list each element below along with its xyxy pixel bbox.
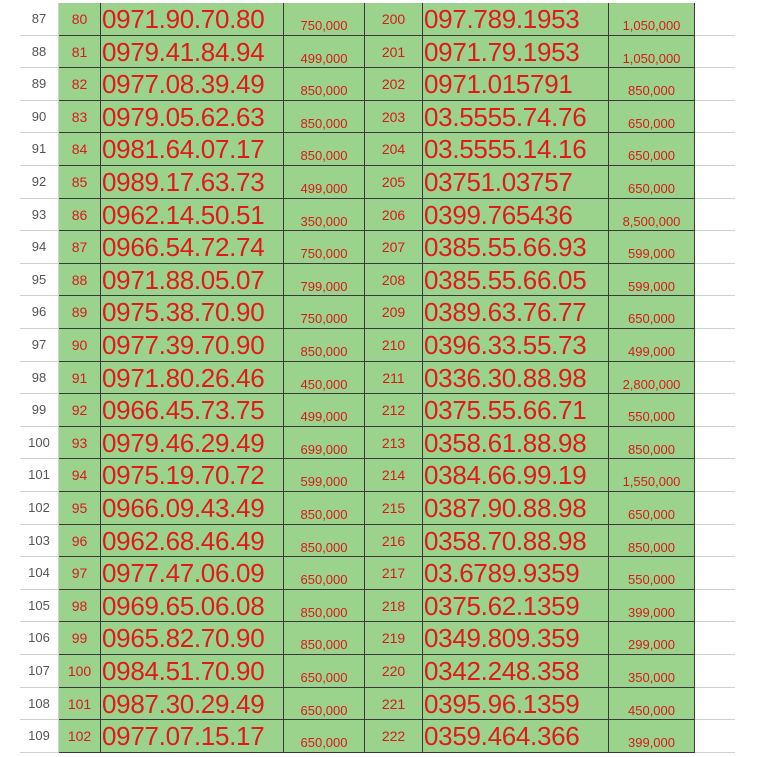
phone-number-cell-right[interactable]: 03.5555.14.16 (423, 133, 609, 166)
table-row (0, 36, 757, 69)
empty-cell[interactable] (695, 101, 735, 134)
index-cell-left[interactable]: 97 (59, 557, 101, 590)
table-row (0, 362, 757, 395)
empty-cell[interactable] (695, 166, 735, 199)
row-header[interactable]: 103 (20, 525, 59, 558)
index-cell-left[interactable]: 85 (59, 166, 101, 199)
phone-number-cell-right[interactable]: 0971.015791 (423, 68, 609, 101)
index-cell-left[interactable]: 80 (59, 3, 101, 36)
index-cell-right[interactable]: 207 (365, 231, 423, 264)
table-row (0, 199, 757, 232)
row-header[interactable]: 104 (20, 557, 59, 590)
row-header[interactable]: 94 (20, 231, 59, 264)
price-cell-left[interactable]: 650,000 (284, 557, 365, 590)
index-cell-right[interactable]: 205 (365, 166, 423, 199)
row-header[interactable]: 102 (20, 492, 59, 525)
price-cell-right[interactable]: 850,000 (609, 68, 695, 101)
row-header[interactable]: 97 (20, 329, 59, 362)
price-cell-right[interactable]: 350,000 (609, 655, 695, 688)
empty-cell[interactable] (695, 264, 735, 297)
phone-number-cell-right[interactable]: 0395.96.1359 (423, 688, 609, 721)
empty-cell[interactable] (695, 557, 735, 590)
phone-number-cell-right[interactable]: 0375.55.66.71 (423, 394, 609, 427)
index-cell-right[interactable]: 201 (365, 36, 423, 69)
index-cell-left[interactable]: 102 (59, 720, 101, 753)
index-cell-right[interactable]: 204 (365, 133, 423, 166)
index-cell-left[interactable]: 86 (59, 199, 101, 232)
phone-number-cell-right[interactable]: 0336.30.88.98 (423, 362, 609, 395)
empty-cell[interactable] (695, 3, 735, 36)
price-cell-left[interactable]: 850,000 (284, 329, 365, 362)
index-cell-left[interactable]: 88 (59, 264, 101, 297)
index-cell-right[interactable]: 200 (365, 3, 423, 36)
price-cell-left[interactable]: 350,000 (284, 199, 365, 232)
table-row (0, 101, 757, 134)
index-cell-left[interactable]: 101 (59, 688, 101, 721)
empty-cell[interactable] (695, 231, 735, 264)
table-row (0, 655, 757, 688)
index-cell-left[interactable]: 94 (59, 459, 101, 492)
table-row (0, 525, 757, 558)
empty-cell[interactable] (695, 688, 735, 721)
phone-number-cell-right[interactable]: 0387.90.88.98 (423, 492, 609, 525)
empty-cell[interactable] (695, 362, 735, 395)
price-cell-right[interactable]: 599,000 (609, 231, 695, 264)
phone-number-cell-left[interactable]: 0979.46.29.49 (101, 427, 284, 460)
index-cell-right[interactable]: 219 (365, 622, 423, 655)
price-cell-left[interactable]: 850,000 (284, 622, 365, 655)
index-cell-right[interactable]: 209 (365, 296, 423, 329)
index-cell-left[interactable]: 95 (59, 492, 101, 525)
price-cell-right[interactable]: 450,000 (609, 688, 695, 721)
row-header[interactable]: 96 (20, 296, 59, 329)
index-cell-right[interactable]: 203 (365, 101, 423, 134)
phone-number-cell-right[interactable]: 0375.62.1359 (423, 590, 609, 623)
phone-number-cell-left[interactable]: 0987.30.29.49 (101, 688, 284, 721)
index-cell-right[interactable]: 206 (365, 199, 423, 232)
price-cell-left[interactable]: 850,000 (284, 133, 365, 166)
row-header[interactable]: 88 (20, 36, 59, 69)
empty-cell[interactable] (695, 394, 735, 427)
price-cell-right[interactable]: 550,000 (609, 557, 695, 590)
index-cell-left[interactable]: 99 (59, 622, 101, 655)
phone-number-cell-left[interactable]: 0977.07.15.17 (101, 720, 284, 753)
index-cell-left[interactable]: 100 (59, 655, 101, 688)
empty-cell[interactable] (695, 459, 735, 492)
phone-number-cell-left[interactable]: 0969.65.06.08 (101, 590, 284, 623)
table-row (0, 622, 757, 655)
index-cell-left[interactable]: 82 (59, 68, 101, 101)
empty-cell[interactable] (695, 329, 735, 362)
empty-cell[interactable] (695, 622, 735, 655)
price-cell-right[interactable]: 399,000 (609, 590, 695, 623)
empty-cell[interactable] (695, 525, 735, 558)
index-cell-right[interactable]: 213 (365, 427, 423, 460)
phone-number-cell-left[interactable]: 0977.47.06.09 (101, 557, 284, 590)
index-cell-left[interactable]: 90 (59, 329, 101, 362)
table-row (0, 427, 757, 460)
table-row (0, 231, 757, 264)
phone-number-cell-left[interactable]: 0966.45.73.75 (101, 394, 284, 427)
table-row (0, 264, 757, 297)
row-header[interactable]: 91 (20, 133, 59, 166)
price-cell-right[interactable]: 850,000 (609, 525, 695, 558)
price-cell-right[interactable]: 650,000 (609, 101, 695, 134)
index-cell-right[interactable]: 217 (365, 557, 423, 590)
index-cell-left[interactable]: 91 (59, 362, 101, 395)
price-cell-left[interactable]: 850,000 (284, 101, 365, 134)
price-cell-left[interactable]: 850,000 (284, 492, 365, 525)
index-cell-right[interactable]: 214 (365, 459, 423, 492)
empty-cell[interactable] (695, 427, 735, 460)
row-header[interactable]: 95 (20, 264, 59, 297)
phone-number-cell-right[interactable]: 0385.55.66.93 (423, 231, 609, 264)
phone-number-cell-left[interactable]: 0966.54.72.74 (101, 231, 284, 264)
index-cell-left[interactable]: 92 (59, 394, 101, 427)
phone-number-cell-left[interactable]: 0975.38.70.90 (101, 296, 284, 329)
table-row (0, 133, 757, 166)
index-cell-right[interactable]: 215 (365, 492, 423, 525)
table-row (0, 688, 757, 721)
index-cell-right[interactable]: 221 (365, 688, 423, 721)
empty-cell[interactable] (695, 133, 735, 166)
table-row (0, 394, 757, 427)
row-header[interactable]: 105 (20, 590, 59, 623)
price-cell-left[interactable]: 650,000 (284, 720, 365, 753)
row-header[interactable]: 106 (20, 622, 59, 655)
index-cell-right[interactable]: 212 (365, 394, 423, 427)
index-cell-left[interactable]: 93 (59, 427, 101, 460)
phone-number-cell-right[interactable]: 0359.464.366 (423, 720, 609, 753)
row-header[interactable]: 109 (20, 720, 59, 753)
row-header[interactable]: 99 (20, 394, 59, 427)
table-row (0, 492, 757, 525)
index-cell-right[interactable]: 210 (365, 329, 423, 362)
index-cell-right[interactable]: 222 (365, 720, 423, 753)
index-cell-right[interactable]: 220 (365, 655, 423, 688)
empty-cell[interactable] (695, 590, 735, 623)
empty-cell[interactable] (695, 492, 735, 525)
price-cell-right[interactable]: 650,000 (609, 166, 695, 199)
price-cell-left[interactable]: 499,000 (284, 166, 365, 199)
price-cell-right[interactable]: 850,000 (609, 427, 695, 460)
phone-number-cell-left[interactable]: 0979.05.62.63 (101, 101, 284, 134)
empty-cell[interactable] (695, 655, 735, 688)
index-cell-left[interactable]: 81 (59, 36, 101, 69)
index-cell-right[interactable]: 208 (365, 264, 423, 297)
row-header[interactable]: 100 (20, 427, 59, 460)
phone-number-cell-right[interactable]: 0384.66.99.19 (423, 459, 609, 492)
table-row (0, 329, 757, 362)
row-header[interactable]: 107 (20, 655, 59, 688)
phone-number-cell-right[interactable]: 03.6789.9359 (423, 557, 609, 590)
table-row (0, 459, 757, 492)
phone-number-cell-right[interactable]: 0349.809.359 (423, 622, 609, 655)
phone-number-cell-right[interactable]: 0396.33.55.73 (423, 329, 609, 362)
row-header[interactable]: 89 (20, 68, 59, 101)
index-cell-left[interactable]: 83 (59, 101, 101, 134)
phone-number-cell-left[interactable]: 0977.39.70.90 (101, 329, 284, 362)
price-cell-left[interactable]: 650,000 (284, 688, 365, 721)
phone-number-cell-right[interactable]: 03.5555.74.76 (423, 101, 609, 134)
phone-number-cell-right[interactable]: 097.789.1953 (423, 3, 609, 36)
phone-number-cell-left[interactable]: 0971.80.26.46 (101, 362, 284, 395)
row-header[interactable]: 101 (20, 459, 59, 492)
table-row (0, 3, 757, 36)
phone-number-cell-left[interactable]: 0981.64.07.17 (101, 133, 284, 166)
price-cell-right[interactable]: 650,000 (609, 133, 695, 166)
price-cell-right[interactable]: 1,550,000 (609, 459, 695, 492)
price-cell-right[interactable]: 8,500,000 (609, 199, 695, 232)
phone-number-cell-left[interactable]: 0971.90.70.80 (101, 3, 284, 36)
phone-number-cell-right[interactable]: 0358.70.88.98 (423, 525, 609, 558)
empty-cell[interactable] (695, 36, 735, 69)
price-cell-right[interactable]: 2,800,000 (609, 362, 695, 395)
phone-number-cell-right[interactable]: 0342.248.358 (423, 655, 609, 688)
phone-number-cell-left[interactable]: 0962.14.50.51 (101, 199, 284, 232)
table-row (0, 720, 757, 753)
row-header[interactable]: 90 (20, 101, 59, 134)
phone-number-cell-right[interactable]: 0385.55.66.05 (423, 264, 609, 297)
price-cell-right[interactable]: 499,000 (609, 329, 695, 362)
price-cell-right[interactable]: 399,000 (609, 720, 695, 753)
price-cell-left[interactable]: 599,000 (284, 459, 365, 492)
price-cell-right[interactable]: 299,000 (609, 622, 695, 655)
price-cell-right[interactable]: 1,050,000 (609, 3, 695, 36)
phone-number-cell-left[interactable]: 0984.51.70.90 (101, 655, 284, 688)
phone-number-cell-left[interactable]: 0966.09.43.49 (101, 492, 284, 525)
table-row (0, 296, 757, 329)
index-cell-right[interactable]: 211 (365, 362, 423, 395)
price-cell-right[interactable]: 599,000 (609, 264, 695, 297)
price-cell-left[interactable]: 499,000 (284, 36, 365, 69)
index-cell-left[interactable]: 96 (59, 525, 101, 558)
price-cell-right[interactable]: 650,000 (609, 492, 695, 525)
phone-number-cell-left[interactable]: 0962.68.46.49 (101, 525, 284, 558)
empty-cell[interactable] (695, 68, 735, 101)
index-cell-left[interactable]: 89 (59, 296, 101, 329)
price-cell-left[interactable]: 850,000 (284, 68, 365, 101)
price-cell-left[interactable]: 750,000 (284, 296, 365, 329)
phone-number-cell-left[interactable]: 0989.17.63.73 (101, 166, 284, 199)
empty-cell[interactable] (695, 199, 735, 232)
index-cell-left[interactable]: 98 (59, 590, 101, 623)
empty-cell[interactable] (695, 296, 735, 329)
table-row (0, 166, 757, 199)
table-row (0, 590, 757, 623)
price-cell-left[interactable]: 799,000 (284, 264, 365, 297)
table-row (0, 557, 757, 590)
row-header[interactable]: 92 (20, 166, 59, 199)
phone-number-cell-left[interactable]: 0977.08.39.49 (101, 68, 284, 101)
price-cell-left[interactable]: 450,000 (284, 362, 365, 395)
row-header[interactable]: 108 (20, 688, 59, 721)
phone-number-cell-left[interactable]: 0971.88.05.07 (101, 264, 284, 297)
phone-number-cell-right[interactable]: 03751.03757 (423, 166, 609, 199)
index-cell-left[interactable]: 84 (59, 133, 101, 166)
empty-cell[interactable] (695, 720, 735, 753)
phone-number-cell-left[interactable]: 0975.19.70.72 (101, 459, 284, 492)
price-cell-left[interactable]: 850,000 (284, 590, 365, 623)
price-cell-left[interactable]: 650,000 (284, 655, 365, 688)
index-cell-right[interactable]: 218 (365, 590, 423, 623)
price-cell-left[interactable]: 750,000 (284, 231, 365, 264)
phone-number-cell-right[interactable]: 0358.61.88.98 (423, 427, 609, 460)
index-cell-left[interactable]: 87 (59, 231, 101, 264)
index-cell-right[interactable]: 216 (365, 525, 423, 558)
index-cell-right[interactable]: 202 (365, 68, 423, 101)
phone-number-cell-right[interactable]: 0971.79.1953 (423, 36, 609, 69)
price-cell-left[interactable]: 850,000 (284, 525, 365, 558)
row-header[interactable]: 87 (20, 3, 59, 36)
table-row (0, 68, 757, 101)
row-header[interactable]: 93 (20, 199, 59, 232)
phone-number-cell-left[interactable]: 0979.41.84.94 (101, 36, 284, 69)
price-cell-right[interactable]: 550,000 (609, 394, 695, 427)
price-cell-left[interactable]: 499,000 (284, 394, 365, 427)
phone-number-cell-right[interactable]: 0389.63.76.77 (423, 296, 609, 329)
price-cell-right[interactable]: 1,050,000 (609, 36, 695, 69)
phone-number-cell-left[interactable]: 0965.82.70.90 (101, 622, 284, 655)
price-cell-left[interactable]: 699,000 (284, 427, 365, 460)
row-header[interactable]: 98 (20, 362, 59, 395)
phone-number-cell-right[interactable]: 0399.765436 (423, 199, 609, 232)
price-cell-right[interactable]: 650,000 (609, 296, 695, 329)
price-cell-left[interactable]: 750,000 (284, 3, 365, 36)
